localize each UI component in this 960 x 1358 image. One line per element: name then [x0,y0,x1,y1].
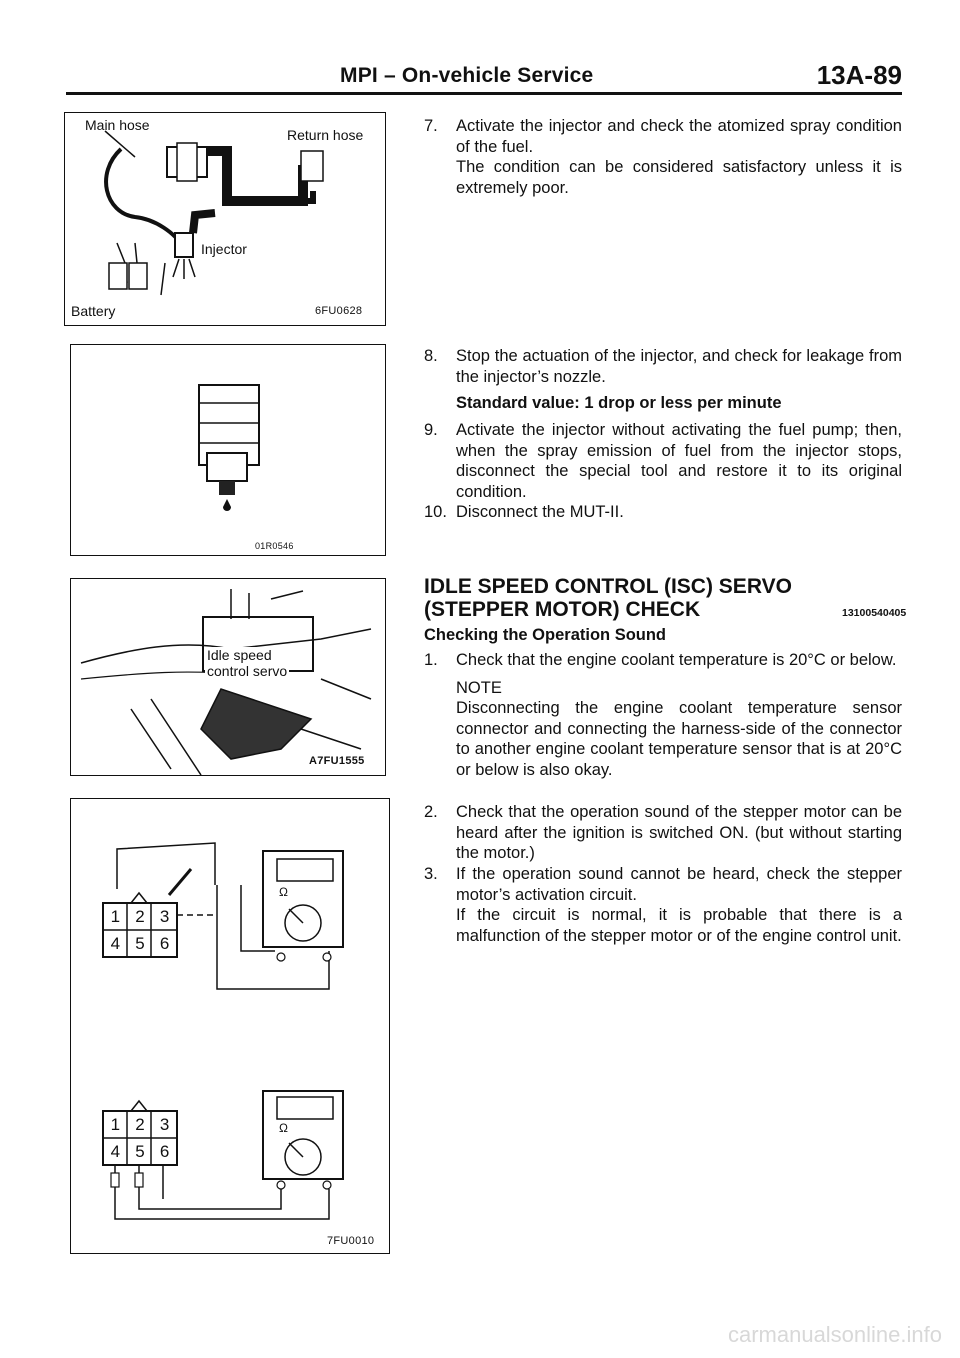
figure-code: 7FU0010 [327,1235,375,1247]
step-number: 7. [424,117,438,135]
figure-code: 6FU0628 [315,305,363,317]
section-header-title: MPI – On-vehicle Service [340,64,594,87]
pin-3: 3 [159,907,170,926]
pin-5: 5 [135,934,145,953]
step-text: The condition can be considered satisfactory unless it is extremely poor. [456,158,902,197]
watermark: carmanualsonline.info [727,1322,942,1347]
pin-1: 1 [110,1115,121,1134]
pin-5: 5 [135,1142,145,1161]
figure-code: 01R0546 [255,541,294,551]
step-text: Check that the operation sound of the stepper motor can be heard after the ignition is switched ON. (but without starting the motor.) [456,803,902,862]
injector-spray-drawing [65,113,385,325]
step-text: Stop the actuation of the injector, and check for leakage from the injector’s nozzle. [456,347,902,386]
step-9 [424,420,902,502]
isc-step-1 [424,650,902,780]
pin-2: 2 [135,1115,145,1134]
isc-servo-label-line2: control servo [207,663,288,679]
step-7 [424,116,902,198]
figure-code: A7FU1555 [309,755,365,767]
step-text: Activate the injector and check the atomized spray condition of the fuel. [456,117,902,156]
step-number: 10. [424,503,447,521]
note-label: NOTE [456,678,502,697]
return-hose-label: Return hose [287,127,364,143]
step-text: Disconnect the MUT-II. [456,503,624,521]
subheading: Checking the Operation Sound [424,626,667,644]
isc-step-3 [424,864,902,946]
injector-spray-figure [64,112,386,326]
step-number: 9. [424,421,438,439]
pin-3: 3 [159,1115,170,1134]
pin-4: 4 [110,1142,121,1161]
step-text: Check that the engine coolant temperature is 20°C or below. [456,651,897,669]
top-connector-pins [103,903,177,957]
step-number: 3. [424,865,438,883]
injector-label: Injector [201,241,247,257]
activation-circuit-figure [70,798,390,1254]
step-number: 8. [424,347,438,365]
ohm-symbol: Ω [279,885,288,899]
section-title-line1: IDLE SPEED CONTROL (ISC) SERVO [424,575,792,598]
pin-6: 6 [159,934,170,953]
injector-leak-figure [70,344,386,556]
isc-servo-label-line1: Idle speed [207,647,272,663]
pin-6: 6 [159,1142,170,1161]
step-number: 1. [424,651,438,669]
step-text: If the circuit is normal, it is probable that there is a malfunction of the stepper motor or of the engine control unit. [456,906,902,945]
standard-value: Standard value: 1 drop or less per minute [456,394,782,412]
isc-step-2 [424,802,902,864]
section-id: 13100540405 [842,607,907,619]
header-rule [66,92,902,95]
circuit-drawing [71,799,389,1253]
injector-leak-drawing [71,345,385,555]
bottom-connector-pins [103,1111,177,1165]
page-number: 13A-89 [816,60,902,90]
pin-2: 2 [135,907,145,926]
step-text: If the operation sound cannot be heard, check the stepper motor’s activation circuit. [456,865,902,904]
main-hose-label: Main hose [85,117,150,133]
isc-servo-location-figure [70,578,386,776]
ohm-symbol: Ω [279,1121,288,1135]
step-8 [424,346,902,387]
pin-4: 4 [110,934,121,953]
battery-label: Battery [71,303,116,319]
step-number: 2. [424,803,438,821]
note-text: Disconnecting the engine coolant temperature sensor connector and connecting the harness-side of the connector to another engine coolant temperature sensor that is at 20°C or below is also okay. [456,699,902,779]
step-10 [424,502,902,523]
pin-1: 1 [110,907,121,926]
step-text: Activate the injector without activating the fuel pump; then, when the spray emission of fuel from the injector stops, disconnect the special tool and restore it to its original condition. [456,421,902,501]
section-title-line2: (STEPPER MOTOR) CHECK [424,598,701,621]
